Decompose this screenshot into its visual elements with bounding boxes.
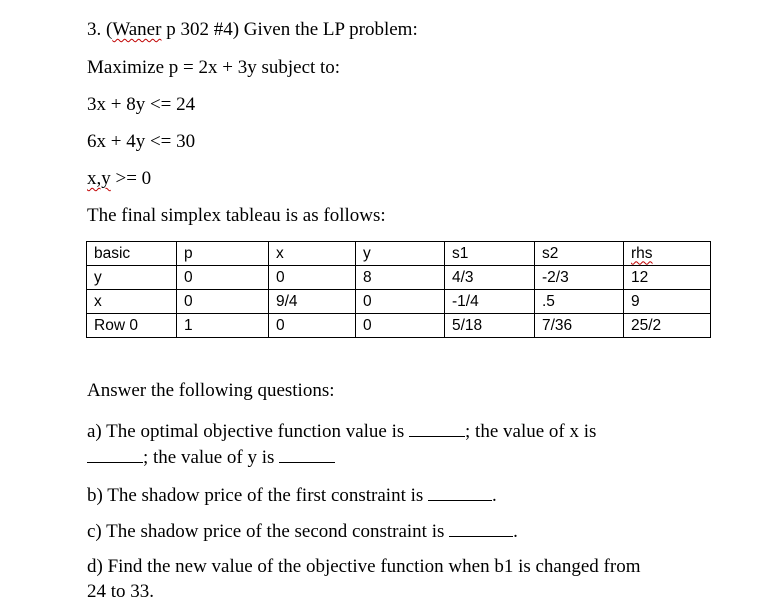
table-cell: 1	[177, 314, 269, 338]
table-cell: 25/2	[624, 314, 711, 338]
table-cell: x	[87, 290, 177, 314]
table-cell: 0	[356, 314, 445, 338]
header-ref-name: Waner	[112, 19, 162, 40]
question-a-text: a) The optimal objective function value is	[87, 421, 410, 442]
table-cell: 7/36	[535, 314, 624, 338]
question-c-period: .	[513, 521, 518, 542]
question-a-line1	[87, 418, 596, 443]
questions-intro: Answer the following questions:	[87, 380, 335, 401]
table-cell: 8	[356, 266, 445, 290]
header-cell-s1: s1	[445, 242, 535, 266]
table-row	[87, 266, 711, 290]
header-text: p 302 #4) Given the LP problem:	[161, 19, 418, 40]
tableau-intro: The final simplex tableau is as follows:	[87, 205, 386, 226]
nonneg-vars: x,y	[87, 168, 111, 189]
question-c	[87, 518, 518, 543]
nonneg-condition: >= 0	[110, 168, 152, 189]
header-cell-s2: s2	[535, 242, 624, 266]
table-row	[87, 290, 711, 314]
nonnegativity-line	[87, 168, 151, 190]
answer-blank-objective[interactable]	[409, 418, 465, 437]
problem-header	[87, 19, 418, 41]
table-cell: 0	[177, 266, 269, 290]
table-cell: 0	[269, 266, 356, 290]
table-cell: 4/3	[445, 266, 535, 290]
question-a-y-text: ; the value of y is	[143, 447, 280, 468]
table-cell: 12	[624, 266, 711, 290]
question-b	[87, 482, 497, 507]
table-cell: 0	[356, 290, 445, 314]
answer-blank-shadow-price-1[interactable]	[428, 482, 492, 501]
tableau-header-row	[87, 242, 711, 266]
header-cell-p: p	[177, 242, 269, 266]
table-cell: 0	[177, 290, 269, 314]
answer-blank-x[interactable]	[87, 444, 143, 463]
header-cell-y: y	[356, 242, 445, 266]
question-c-text: c) The shadow price of the second constraint is	[87, 521, 450, 542]
table-cell: 0	[269, 314, 356, 338]
table-cell: 9	[624, 290, 711, 314]
table-cell: -1/4	[445, 290, 535, 314]
header-cell-rhs	[624, 242, 711, 266]
header-cell-x: x	[269, 242, 356, 266]
table-cell: -2/3	[535, 266, 624, 290]
question-b-period: .	[492, 485, 497, 506]
table-cell: .5	[535, 290, 624, 314]
table-cell: 9/4	[269, 290, 356, 314]
header-cell-basic: basic	[87, 242, 177, 266]
rhs-label: rhs	[631, 244, 653, 262]
question-b-text: b) The shadow price of the first constraint is	[87, 485, 429, 506]
question-a-x-text: ; the value of x is	[465, 421, 597, 442]
question-a-line2	[87, 444, 335, 469]
table-cell: Row 0	[87, 314, 177, 338]
objective-line: Maximize p = 2x + 3y subject to:	[87, 57, 341, 78]
question-d-line1: d) Find the new value of the objective function when b1 is changed from	[87, 556, 641, 577]
question-d-line2: 24 to 33.	[87, 581, 155, 602]
table-cell: y	[87, 266, 177, 290]
simplex-tableau	[86, 241, 711, 338]
constraint-2: 6x + 4y <= 30	[87, 131, 196, 152]
table-cell: 5/18	[445, 314, 535, 338]
constraint-1: 3x + 8y <= 24	[87, 94, 196, 115]
header-number: 3. (	[87, 19, 113, 40]
table-row	[87, 314, 711, 338]
answer-blank-y[interactable]	[279, 444, 335, 463]
answer-blank-shadow-price-2[interactable]	[449, 518, 513, 537]
